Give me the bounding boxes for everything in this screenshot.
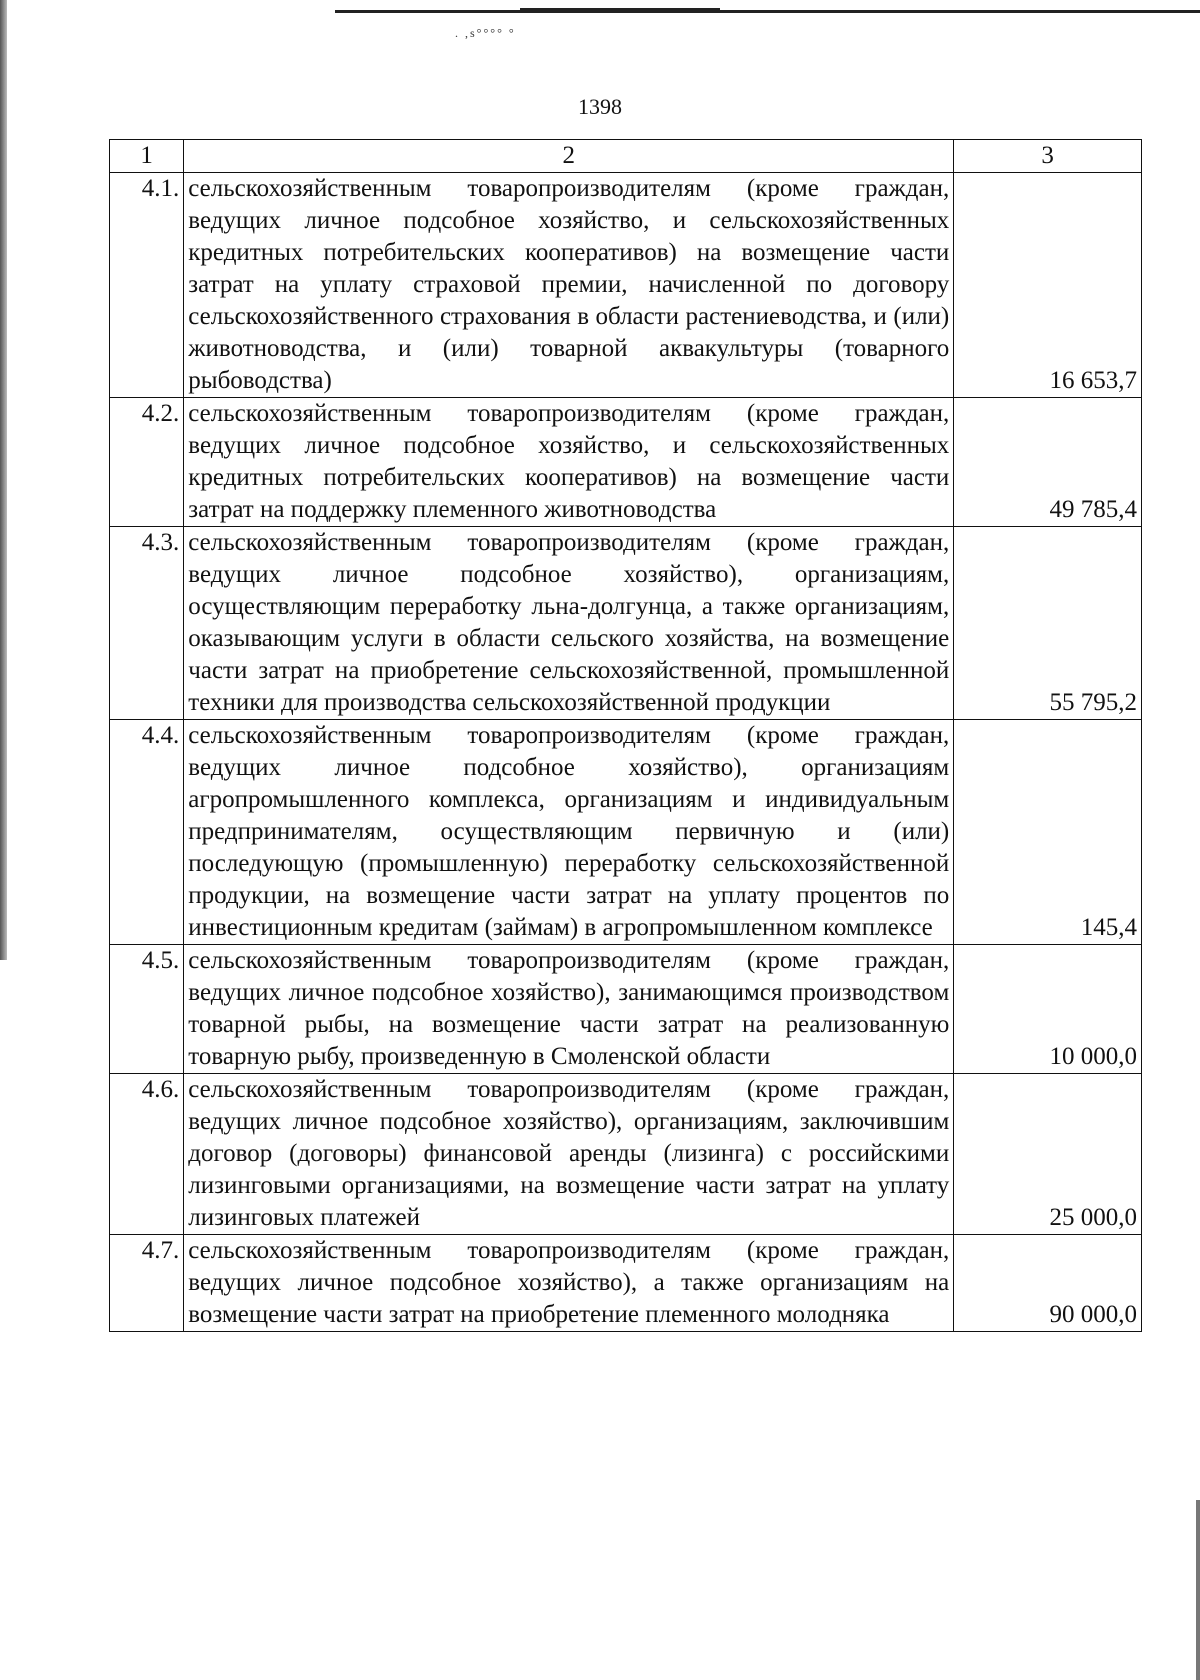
row-description: сельскохозяйственным товаропроизводителям (кроме граждан, ведущих личное подсобное хозяйство), занимающимся производством товарной рыбы, на возмещение части затрат на реализованную товарную рыбу, произведенную в Смоленской области	[184, 945, 954, 1074]
row-value: 55 795,2	[954, 527, 1142, 720]
row-number: 4.6.	[110, 1074, 184, 1235]
row-number: 4.1.	[110, 173, 184, 398]
header-col-2: 2	[184, 140, 954, 173]
row-number: 4.5.	[110, 945, 184, 1074]
row-number: 4.7.	[110, 1235, 184, 1332]
header-col-3: 3	[954, 140, 1142, 173]
table-row	[110, 1235, 1142, 1332]
page-number: 1398	[578, 94, 622, 119]
table-row	[110, 398, 1142, 527]
row-value: 25 000,0	[954, 1074, 1142, 1235]
table-row	[110, 945, 1142, 1074]
row-number: 4.3.	[110, 527, 184, 720]
row-description: сельскохозяйственным товаропроизводителям (кроме граждан, ведущих личное подсобное хозяйство), организациям, заключившим договор (договоры) финансовой аренды (лизинга) с российскими лизинговыми организациями, на возмещение части затрат на уплату лизинговых платежей	[184, 1074, 954, 1235]
row-value: 49 785,4	[954, 398, 1142, 527]
row-value: 145,4	[954, 720, 1142, 945]
row-number: 4.4.	[110, 720, 184, 945]
row-description: сельскохозяйственным товаропроизводителям (кроме граждан, ведущих личное подсобное хозяйство), организациям агропромышленного комплекса, организациям и индивидуальным предпринимателям, осуществляющим первичную и (или) последующую (промышленную) переработку сельскохозяйственной продукции, на возмещение части затрат на уплату процентов по инвестиционным кредитам (займам) в агропромышленном комплексе	[184, 720, 954, 945]
row-value: 90 000,0	[954, 1235, 1142, 1332]
scan-top-line-thick	[520, 8, 720, 13]
row-description: сельскохозяйственным товаропроизводителям (кроме граждан, ведущих личное подсобное хозяйство, и сельскохозяйственных кредитных потребительских кооперативов) на возмещение части затрат на поддержку племенного животноводства	[184, 398, 954, 527]
table-header-row	[110, 140, 1142, 173]
scan-top-line	[335, 10, 1200, 13]
scan-edge-right	[1196, 1500, 1200, 1680]
scan-specks: . ,s°°°° °	[455, 26, 516, 40]
row-description: сельскохозяйственным товаропроизводителям (кроме граждан, ведущих личное подсобное хозяйство), организациям, осуществляющим переработку льна-долгунца, а также организациям, оказывающим услуги в области сельского хозяйства, на возмещение части затрат на приобретение сельскохозяйственной, промышленной техники для производства сельскохозяйственной продукции	[184, 527, 954, 720]
table-row	[110, 173, 1142, 398]
row-value: 16 653,7	[954, 173, 1142, 398]
table-row	[110, 1074, 1142, 1235]
row-description: сельскохозяйственным товаропроизводителям (кроме граждан, ведущих личное подсобное хозяйство), а также организациям на возмещение части затрат на приобретение племенного молодняка	[184, 1235, 954, 1332]
row-description: сельскохозяйственным товаропроизводителям (кроме граждан, ведущих личное подсобное хозяйство, и сельскохозяйственных кредитных потребительских кооперативов) на возмещение части затрат на уплату страховой премии, начисленной по договору сельскохозяйственного страхования в области растениеводства, и (или) животноводства, и (или) товарной аквакультуры (товарного рыбоводства)	[184, 173, 954, 398]
budget-table	[109, 139, 1142, 1332]
row-value: 10 000,0	[954, 945, 1142, 1074]
table-row	[110, 527, 1142, 720]
table-row	[110, 720, 1142, 945]
scan-edge-left	[0, 0, 7, 960]
row-number: 4.2.	[110, 398, 184, 527]
header-col-1: 1	[110, 140, 184, 173]
